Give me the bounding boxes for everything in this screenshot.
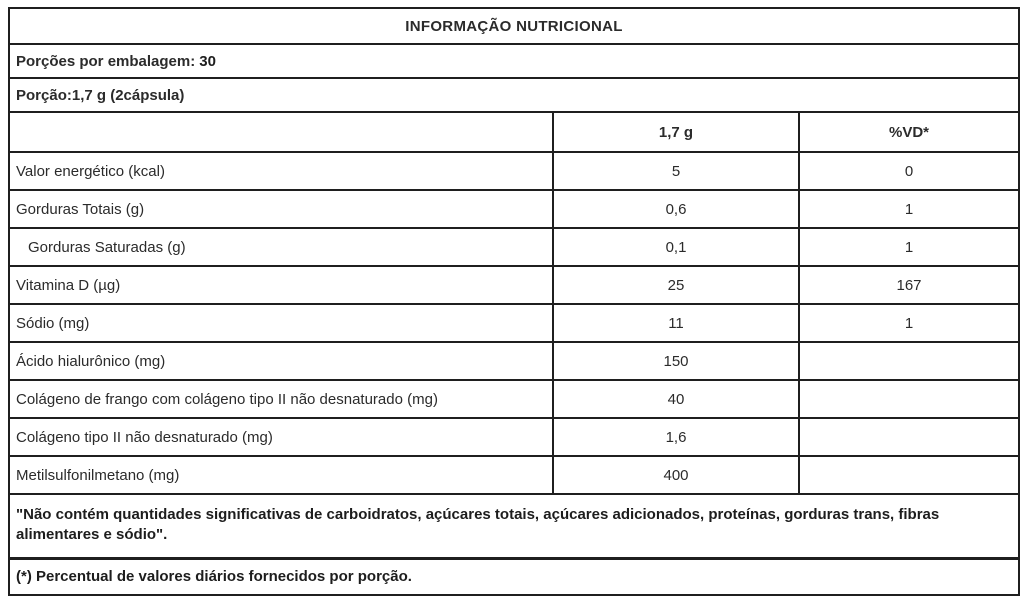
- row-dv: 167: [799, 266, 1019, 304]
- footnote-no-significant-amounts: "Não contém quantidades significativas de carboidratos, açúcares totais, açúcares adicionados, proteínas, gorduras trans, fibras alimentares e sódio".: [9, 494, 1019, 559]
- row-amount: 150: [553, 342, 799, 380]
- table-row-chicken-collagen: [9, 380, 1019, 418]
- column-header-amount: 1,7 g: [553, 112, 799, 152]
- table-row-sodium: [9, 304, 1019, 342]
- nutrition-table: [8, 7, 1020, 596]
- row-amount: 1,6: [553, 418, 799, 456]
- servings-per-package-value: 30: [199, 52, 216, 70]
- row-amount: 0,1: [553, 228, 799, 266]
- servings-per-package: [9, 44, 1019, 78]
- servings-per-package-row: [9, 44, 1019, 78]
- column-header-empty: [9, 112, 553, 152]
- row-dv: 1: [799, 304, 1019, 342]
- row-dv: [799, 456, 1019, 494]
- row-label: Valor energético (kcal): [9, 152, 553, 190]
- table-row-energy: [9, 152, 1019, 190]
- row-dv: [799, 342, 1019, 380]
- row-amount: 5: [553, 152, 799, 190]
- row-label: Sódio (mg): [9, 304, 553, 342]
- row-label: Metilsulfonilmetano (mg): [9, 456, 553, 494]
- row-dv: 1: [799, 228, 1019, 266]
- table-row-vitamin-d: [9, 266, 1019, 304]
- column-header-row: [9, 112, 1019, 152]
- column-header-dv: %VD*: [799, 112, 1019, 152]
- table-row-collagen-type-ii: [9, 418, 1019, 456]
- table-row-total-fat: [9, 190, 1019, 228]
- table-title-row: [9, 8, 1019, 44]
- row-amount: 25: [553, 266, 799, 304]
- row-dv: [799, 380, 1019, 418]
- serving-size-row: [9, 78, 1019, 112]
- row-label: Gorduras Saturadas (g): [9, 228, 553, 266]
- row-dv: 1: [799, 190, 1019, 228]
- table-row-hyaluronic-acid: [9, 342, 1019, 380]
- row-amount: 400: [553, 456, 799, 494]
- row-dv: [799, 418, 1019, 456]
- footnote-daily-values: (*) Percentual de valores diários fornecidos por porção.: [9, 559, 1019, 596]
- row-amount: 0,6: [553, 190, 799, 228]
- row-label: Colágeno de frango com colágeno tipo II não desnaturado (mg): [9, 380, 553, 418]
- footnote-no-significant-amounts-row: [9, 494, 1019, 559]
- row-dv: 0: [799, 152, 1019, 190]
- servings-per-package-label: Porções por embalagem:: [16, 52, 196, 70]
- row-label: Vitamina D (µg): [9, 266, 553, 304]
- row-label: Colágeno tipo II não desnaturado (mg): [9, 418, 553, 456]
- footnote-daily-values-row: [9, 559, 1019, 596]
- table-row-saturated-fat: [9, 228, 1019, 266]
- table-title: INFORMAÇÃO NUTRICIONAL: [9, 8, 1019, 44]
- row-amount: 40: [553, 380, 799, 418]
- row-label: Gorduras Totais (g): [9, 190, 553, 228]
- row-amount: 11: [553, 304, 799, 342]
- table-row-msm: [9, 456, 1019, 494]
- row-label: Ácido hialurônico (mg): [9, 342, 553, 380]
- serving-size: Porção:1,7 g (2cápsula): [9, 78, 1019, 112]
